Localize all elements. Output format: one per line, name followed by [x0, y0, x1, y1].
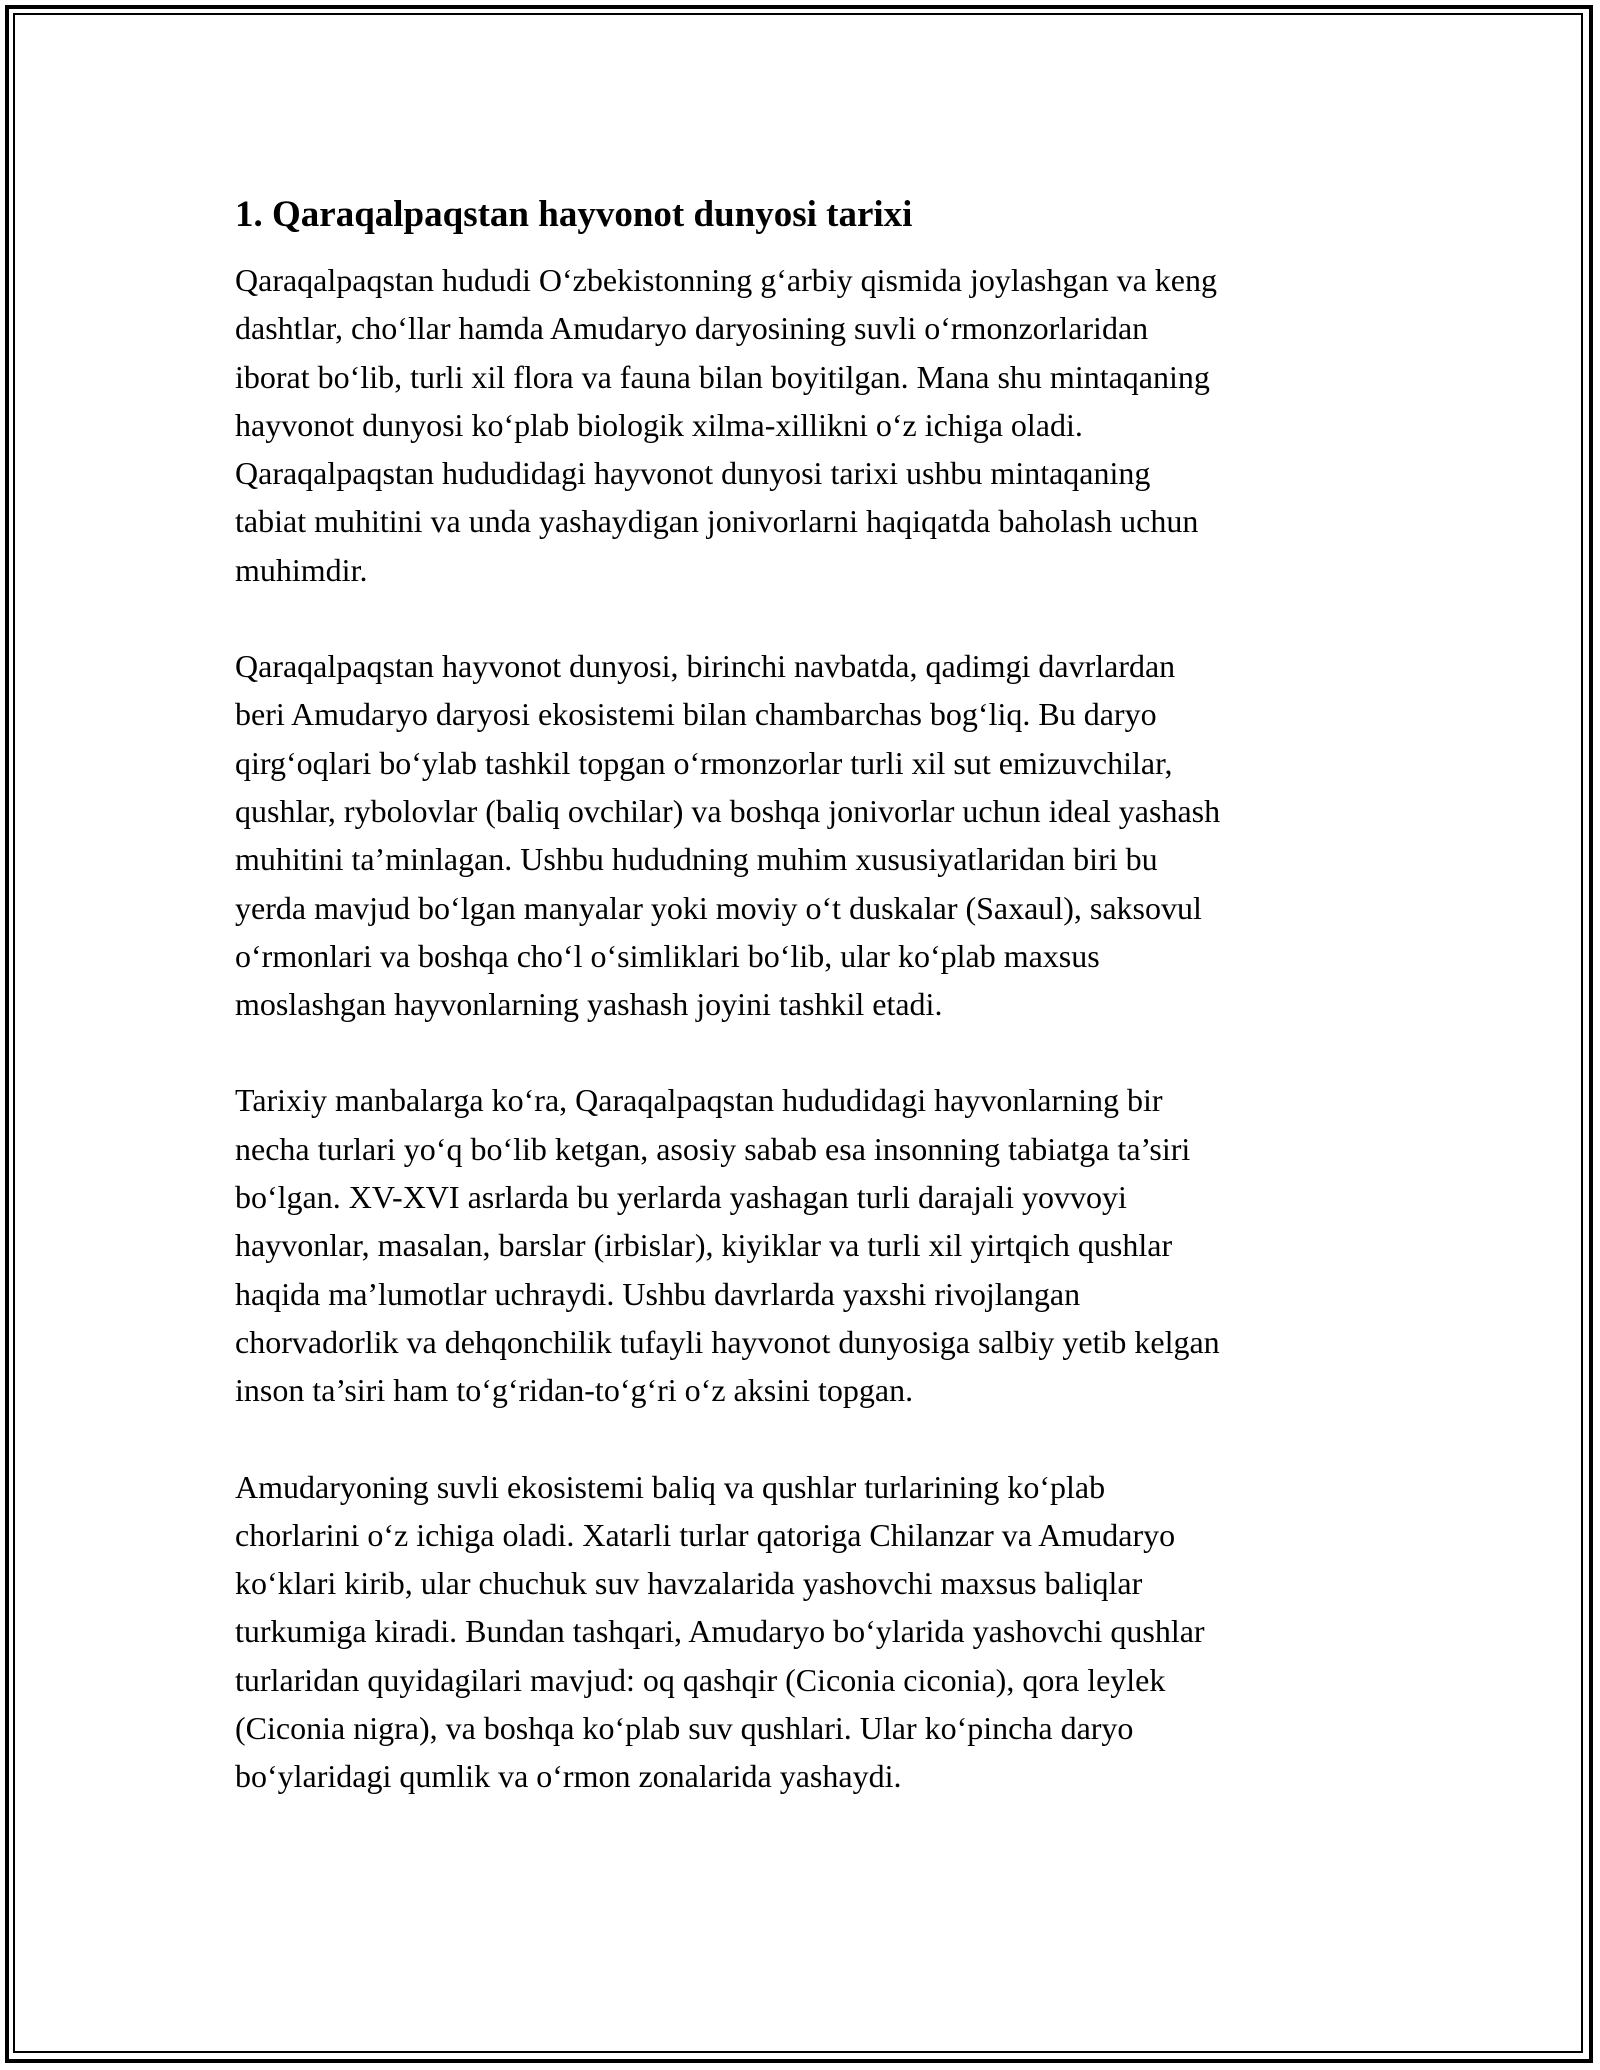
text-line: qushlar, rybolovlar (baliq ovchilar) va boshqa jonivorlar uchun ideal yashash [235, 792, 1221, 829]
text-line: turlaridan quyidagilari mavjud: oq qashqir (Ciconia ciconia), qora leylek [235, 1661, 1166, 1698]
text-line: qirg‘oqlari bo‘ylab tashkil topgan o‘rmonzorlar turli xil sut emizuvchilar, [235, 744, 1173, 781]
text-line: hayvonot dunyosi ko‘plab biologik xilma-xillikni o‘z ichiga oladi. [235, 406, 1083, 443]
text-line: Qaraqalpaqstan hududidagi hayvonot dunyosi tarixi ushbu mintaqaning [235, 455, 1151, 492]
text-line: ko‘klari kirib, ular chuchuk suv havzalarida yashovchi maxsus baliqlar [235, 1565, 1143, 1602]
text-line: muhimdir. [235, 551, 368, 588]
paragraph-2 [235, 642, 1380, 1028]
text-line: hayvonlar, masalan, barslar (irbislar), kiyiklar va turli xil yirtqich qushlar [235, 1227, 1173, 1264]
text-line: (Ciconia nigra), va boshqa ko‘plab suv qushlari. Ular ko‘pincha daryo [235, 1710, 1134, 1747]
text-line: moslashgan hayvonlarning yashash joyini tashkil etadi. [235, 986, 943, 1023]
paragraph-1 [235, 256, 1380, 594]
text-line: turkumiga kiradi. Bundan tashqari, Amudaryo bo‘ylarida yashovchi qushlar [235, 1613, 1205, 1650]
text-line: iborat bo‘lib, turli xil flora va fauna bilan boyitilgan. Mana shu mintaqaning [235, 358, 1210, 395]
paragraph-4 [235, 1463, 1380, 1801]
text-line: Qaraqalpaqstan hayvonot dunyosi, birinchi navbatda, qadimgi davrlardan [235, 648, 1176, 685]
text-line: chorlarini o‘z ichiga oladi. Xatarli turlar qatoriga Chilanzar va Amudaryo [235, 1516, 1176, 1553]
text-line: bo‘ylaridagi qumlik va o‘rmon zonalarida yashaydi. [235, 1758, 902, 1795]
text-line: Amudaryoning suvli ekosistemi baliq va qushlar turlarining ko‘plab [235, 1468, 1106, 1505]
text-line: bo‘lgan. XV-XVI asrlarda bu yerlarda yashagan turli darajali yovvoyi [235, 1179, 1127, 1216]
text-line: haqida ma’lumotlar uchraydi. Ushbu davrlarda yaxshi rivojlangan [235, 1275, 1081, 1312]
section-heading: 1. Qaraqalpaqstan hayvonot dunyosi tarixi [235, 194, 913, 235]
text-line: yerda mavjud bo‘lgan manyalar yoki moviy o‘t duskalar (Saxaul), saksovul [235, 889, 1202, 926]
text-line: beri Amudaryo daryosi ekosistemi bilan chambarchas bog‘liq. Bu daryo [235, 696, 1157, 733]
document-body [235, 190, 1380, 1849]
paragraph-3 [235, 1076, 1380, 1414]
text-line: o‘rmonlari va boshqa cho‘l o‘simliklari bo‘lib, ular ko‘plab maxsus [235, 937, 1100, 974]
text-line: muhitini ta’minlagan. Ushbu hududning muhim xususiyatlaridan biri bu [235, 841, 1158, 878]
text-line: dashtlar, cho‘llar hamda Amudaryo daryosining suvli o‘rmonzorlaridan [235, 310, 1149, 347]
text-line: necha turlari yo‘q bo‘lib ketgan, asosiy sabab esa insonning tabiatga ta’siri [235, 1130, 1191, 1167]
text-line: tabiat muhitini va unda yashaydigan jonivorlarni haqiqatda baholash uchun [235, 503, 1199, 540]
text-line: inson ta’siri ham to‘g‘ridan-to‘g‘ri o‘z aksini topgan. [235, 1372, 914, 1409]
text-line: chorvadorlik va dehqonchilik tufayli hayvonot dunyosiga salbiy yetib kelgan [235, 1323, 1220, 1360]
text-line: Tarixiy manbalarga ko‘ra, Qaraqalpaqstan hududidagi hayvonlarning bir [235, 1082, 1163, 1119]
text-line: Qaraqalpaqstan hududi O‘zbekistonning g‘arbiy qismida joylashgan va keng [235, 262, 1217, 298]
